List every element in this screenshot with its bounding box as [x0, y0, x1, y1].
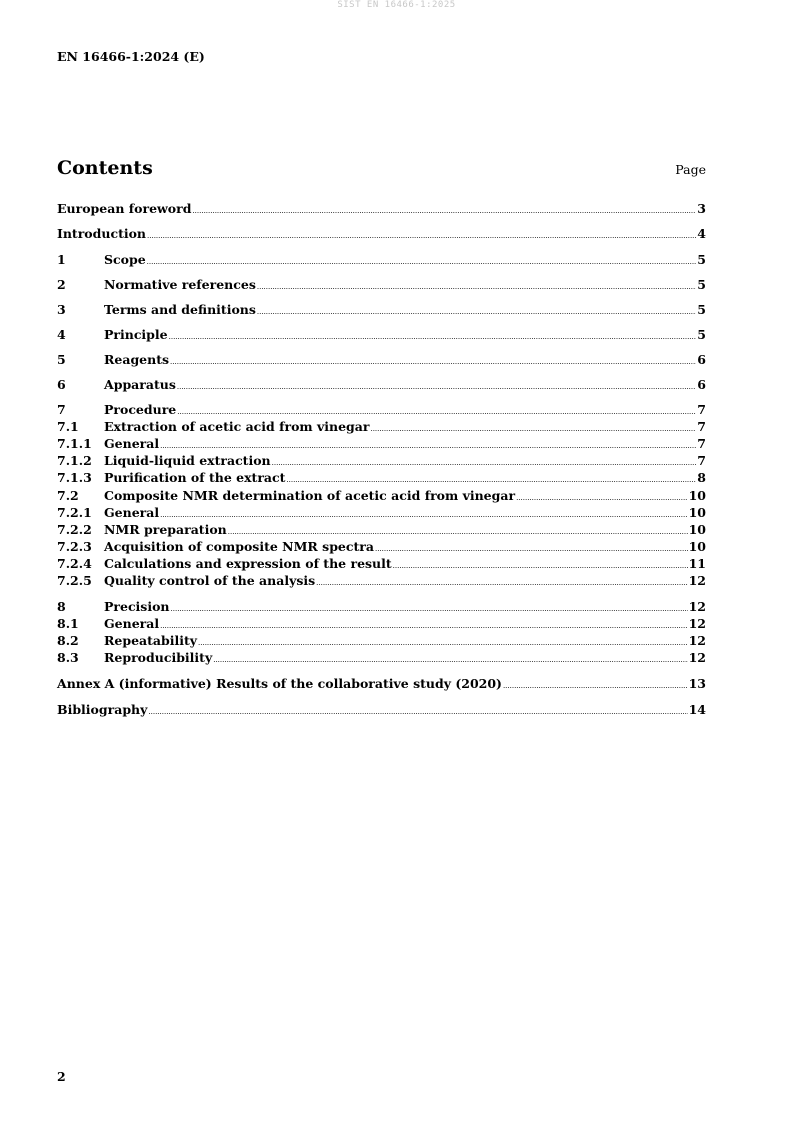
- toc-entry[interactable]: [57, 436, 706, 453]
- toc-entry[interactable]: [57, 470, 706, 487]
- toc-entry-number: 5: [57, 352, 66, 367]
- toc-entry[interactable]: [57, 402, 706, 419]
- document-id-header: EN 16466-1:2024 (E): [57, 49, 205, 64]
- toc-entry[interactable]: [57, 505, 706, 522]
- toc-dot-leader: [170, 358, 696, 366]
- toc-entry-number: 7.2.1: [57, 505, 92, 520]
- toc-entry[interactable]: [57, 599, 706, 616]
- toc-entry-title: NMR preparation: [104, 522, 227, 537]
- toc-entry-page: 7: [697, 453, 706, 468]
- toc-dot-leader: [177, 383, 696, 391]
- toc-entry-number: 6: [57, 377, 66, 392]
- contents-title: Contents: [57, 157, 153, 179]
- toc-dot-leader: [198, 639, 688, 647]
- toc-entry[interactable]: [57, 252, 706, 269]
- toc-entry-title: Terms and definitions: [104, 302, 256, 317]
- toc-entry-title: Repeatability: [104, 633, 198, 648]
- toc-entry-page: 6: [697, 352, 706, 367]
- toc-entry[interactable]: [57, 453, 706, 470]
- toc-entry-title: Principle: [104, 327, 168, 342]
- toc-entry-page: 7: [697, 436, 706, 451]
- toc-dot-leader: [192, 207, 696, 215]
- toc-dot-leader: [148, 708, 687, 716]
- toc-dot-leader: [213, 656, 687, 664]
- toc-entry-title: Liquid-liquid extraction: [104, 453, 271, 468]
- toc-entry-title: Quality control of the analysis: [104, 573, 316, 588]
- toc-entry-page: 11: [688, 556, 706, 571]
- toc-dot-leader: [171, 605, 688, 613]
- toc-entry-page: 8: [697, 470, 706, 485]
- toc-dot-leader: [370, 425, 696, 433]
- toc-entry-page: 5: [697, 277, 706, 292]
- toc-entry-number: 4: [57, 327, 66, 342]
- toc-entry-page: 10: [688, 522, 706, 537]
- toc-entry-page: 12: [688, 633, 706, 648]
- toc-dot-leader: [503, 682, 688, 690]
- toc-entry-page: 6: [697, 377, 706, 392]
- toc-entry-page: 10: [688, 539, 706, 554]
- toc-dot-leader: [393, 562, 688, 570]
- page-number: 2: [57, 1069, 66, 1084]
- toc-dot-leader: [160, 622, 687, 630]
- toc-dot-leader: [257, 308, 696, 316]
- toc-entry-page: 12: [688, 599, 706, 614]
- toc-entry-title: Purification of the extract: [104, 470, 286, 485]
- toc-entry-number: 7.2.5: [57, 573, 92, 588]
- toc-dot-leader: [160, 442, 696, 450]
- toc-entry[interactable]: [57, 327, 706, 344]
- toc-entry[interactable]: [57, 522, 706, 539]
- toc-entry-page: 4: [697, 226, 706, 241]
- toc-entry-page: 7: [697, 402, 706, 417]
- toc-entry[interactable]: [57, 377, 706, 394]
- toc-entry-number: 7.1.2: [57, 453, 92, 468]
- toc-entry-page: 10: [688, 505, 706, 520]
- toc-entry[interactable]: [57, 352, 706, 369]
- toc-entry[interactable]: [57, 650, 706, 667]
- toc-dot-leader: [169, 333, 697, 341]
- toc-entry[interactable]: [57, 488, 706, 505]
- toc-dot-leader: [257, 283, 696, 291]
- toc-dot-leader: [316, 579, 687, 587]
- toc-entry-number: 1: [57, 252, 66, 267]
- toc-entry-title: European foreword: [57, 201, 192, 216]
- toc-entry-number: 7.1.3: [57, 470, 92, 485]
- toc-entry-number: 3: [57, 302, 66, 317]
- toc-entry-page: 3: [697, 201, 706, 216]
- toc-entry-number: 7.2.4: [57, 556, 92, 571]
- toc-entry[interactable]: [57, 201, 706, 218]
- toc-entry-number: 8.3: [57, 650, 79, 665]
- toc-entry-page: 5: [697, 302, 706, 317]
- toc-entry-page: 10: [688, 488, 706, 503]
- toc-dot-leader: [272, 459, 697, 467]
- toc-entry[interactable]: [57, 226, 706, 243]
- toc-entry-title: Introduction: [57, 226, 147, 241]
- toc-entry-number: 7.2: [57, 488, 79, 503]
- toc-entry[interactable]: [57, 633, 706, 650]
- toc-entry-page: 12: [688, 573, 706, 588]
- watermark: SIST EN 16466-1:2025: [337, 0, 456, 10]
- toc-entry-number: 7.2.2: [57, 522, 92, 537]
- toc-dot-leader: [516, 494, 688, 502]
- page-column-label: Page: [675, 162, 706, 177]
- toc-entry-page: 13: [688, 676, 706, 691]
- toc-entry-number: 8.2: [57, 633, 79, 648]
- toc-entry-title: General: [104, 436, 160, 451]
- toc-entry-number: 7.1: [57, 419, 79, 434]
- toc-entry-title: Reagents: [104, 352, 170, 367]
- toc-entry[interactable]: [57, 676, 706, 693]
- toc-entry-title: Extraction of acetic acid from vinegar: [104, 419, 370, 434]
- toc-entry[interactable]: [57, 573, 706, 590]
- toc-entry-title: Normative references: [104, 277, 256, 292]
- toc-dot-leader: [160, 511, 687, 519]
- toc-entry[interactable]: [57, 702, 706, 719]
- toc-entry-title: Precision: [104, 599, 170, 614]
- toc-entry-page: 12: [688, 650, 706, 665]
- toc-entry-title: Reproducibility: [104, 650, 213, 665]
- toc-entry-page: 7: [697, 419, 706, 434]
- toc-entry-page: 14: [688, 702, 706, 717]
- toc-entry-number: 8: [57, 599, 66, 614]
- toc-entry[interactable]: [57, 556, 706, 573]
- toc-entry-title: Annex A (informative) Results of the collaborative study (2020): [57, 676, 502, 691]
- toc-entry-title: Calculations and expression of the result: [104, 556, 392, 571]
- toc-entry[interactable]: [57, 277, 706, 294]
- toc-entry-title: Composite NMR determination of acetic acid from vinegar: [104, 488, 516, 503]
- toc-dot-leader: [228, 528, 688, 536]
- toc-entry-number: 2: [57, 277, 66, 292]
- toc-entry-number: 8.1: [57, 616, 79, 631]
- toc-entry-number: 7.1.1: [57, 436, 92, 451]
- toc-dot-leader: [147, 232, 696, 240]
- toc-entry-title: Procedure: [104, 402, 177, 417]
- toc-entry[interactable]: [57, 302, 706, 319]
- toc-entry-number: 7.2.3: [57, 539, 92, 554]
- toc-entry-page: 12: [688, 616, 706, 631]
- toc-entry[interactable]: [57, 616, 706, 633]
- toc-entry-page: 5: [697, 252, 706, 267]
- toc-entry-title: Scope: [104, 252, 146, 267]
- toc-entry-number: 7: [57, 402, 66, 417]
- toc-entry-title: Bibliography: [57, 702, 148, 717]
- toc-entry-title: Apparatus: [104, 377, 176, 392]
- toc-entry-title: General: [104, 616, 160, 631]
- toc-dot-leader: [286, 476, 696, 484]
- toc-entry[interactable]: [57, 539, 706, 556]
- toc-dot-leader: [147, 258, 697, 266]
- toc-dot-leader: [375, 545, 688, 553]
- toc-dot-leader: [177, 408, 696, 416]
- toc-entry-title: Acquisition of composite NMR spectra: [104, 539, 374, 554]
- toc-entry[interactable]: [57, 419, 706, 436]
- toc-entry-title: General: [104, 505, 160, 520]
- toc-entry-page: 5: [697, 327, 706, 342]
